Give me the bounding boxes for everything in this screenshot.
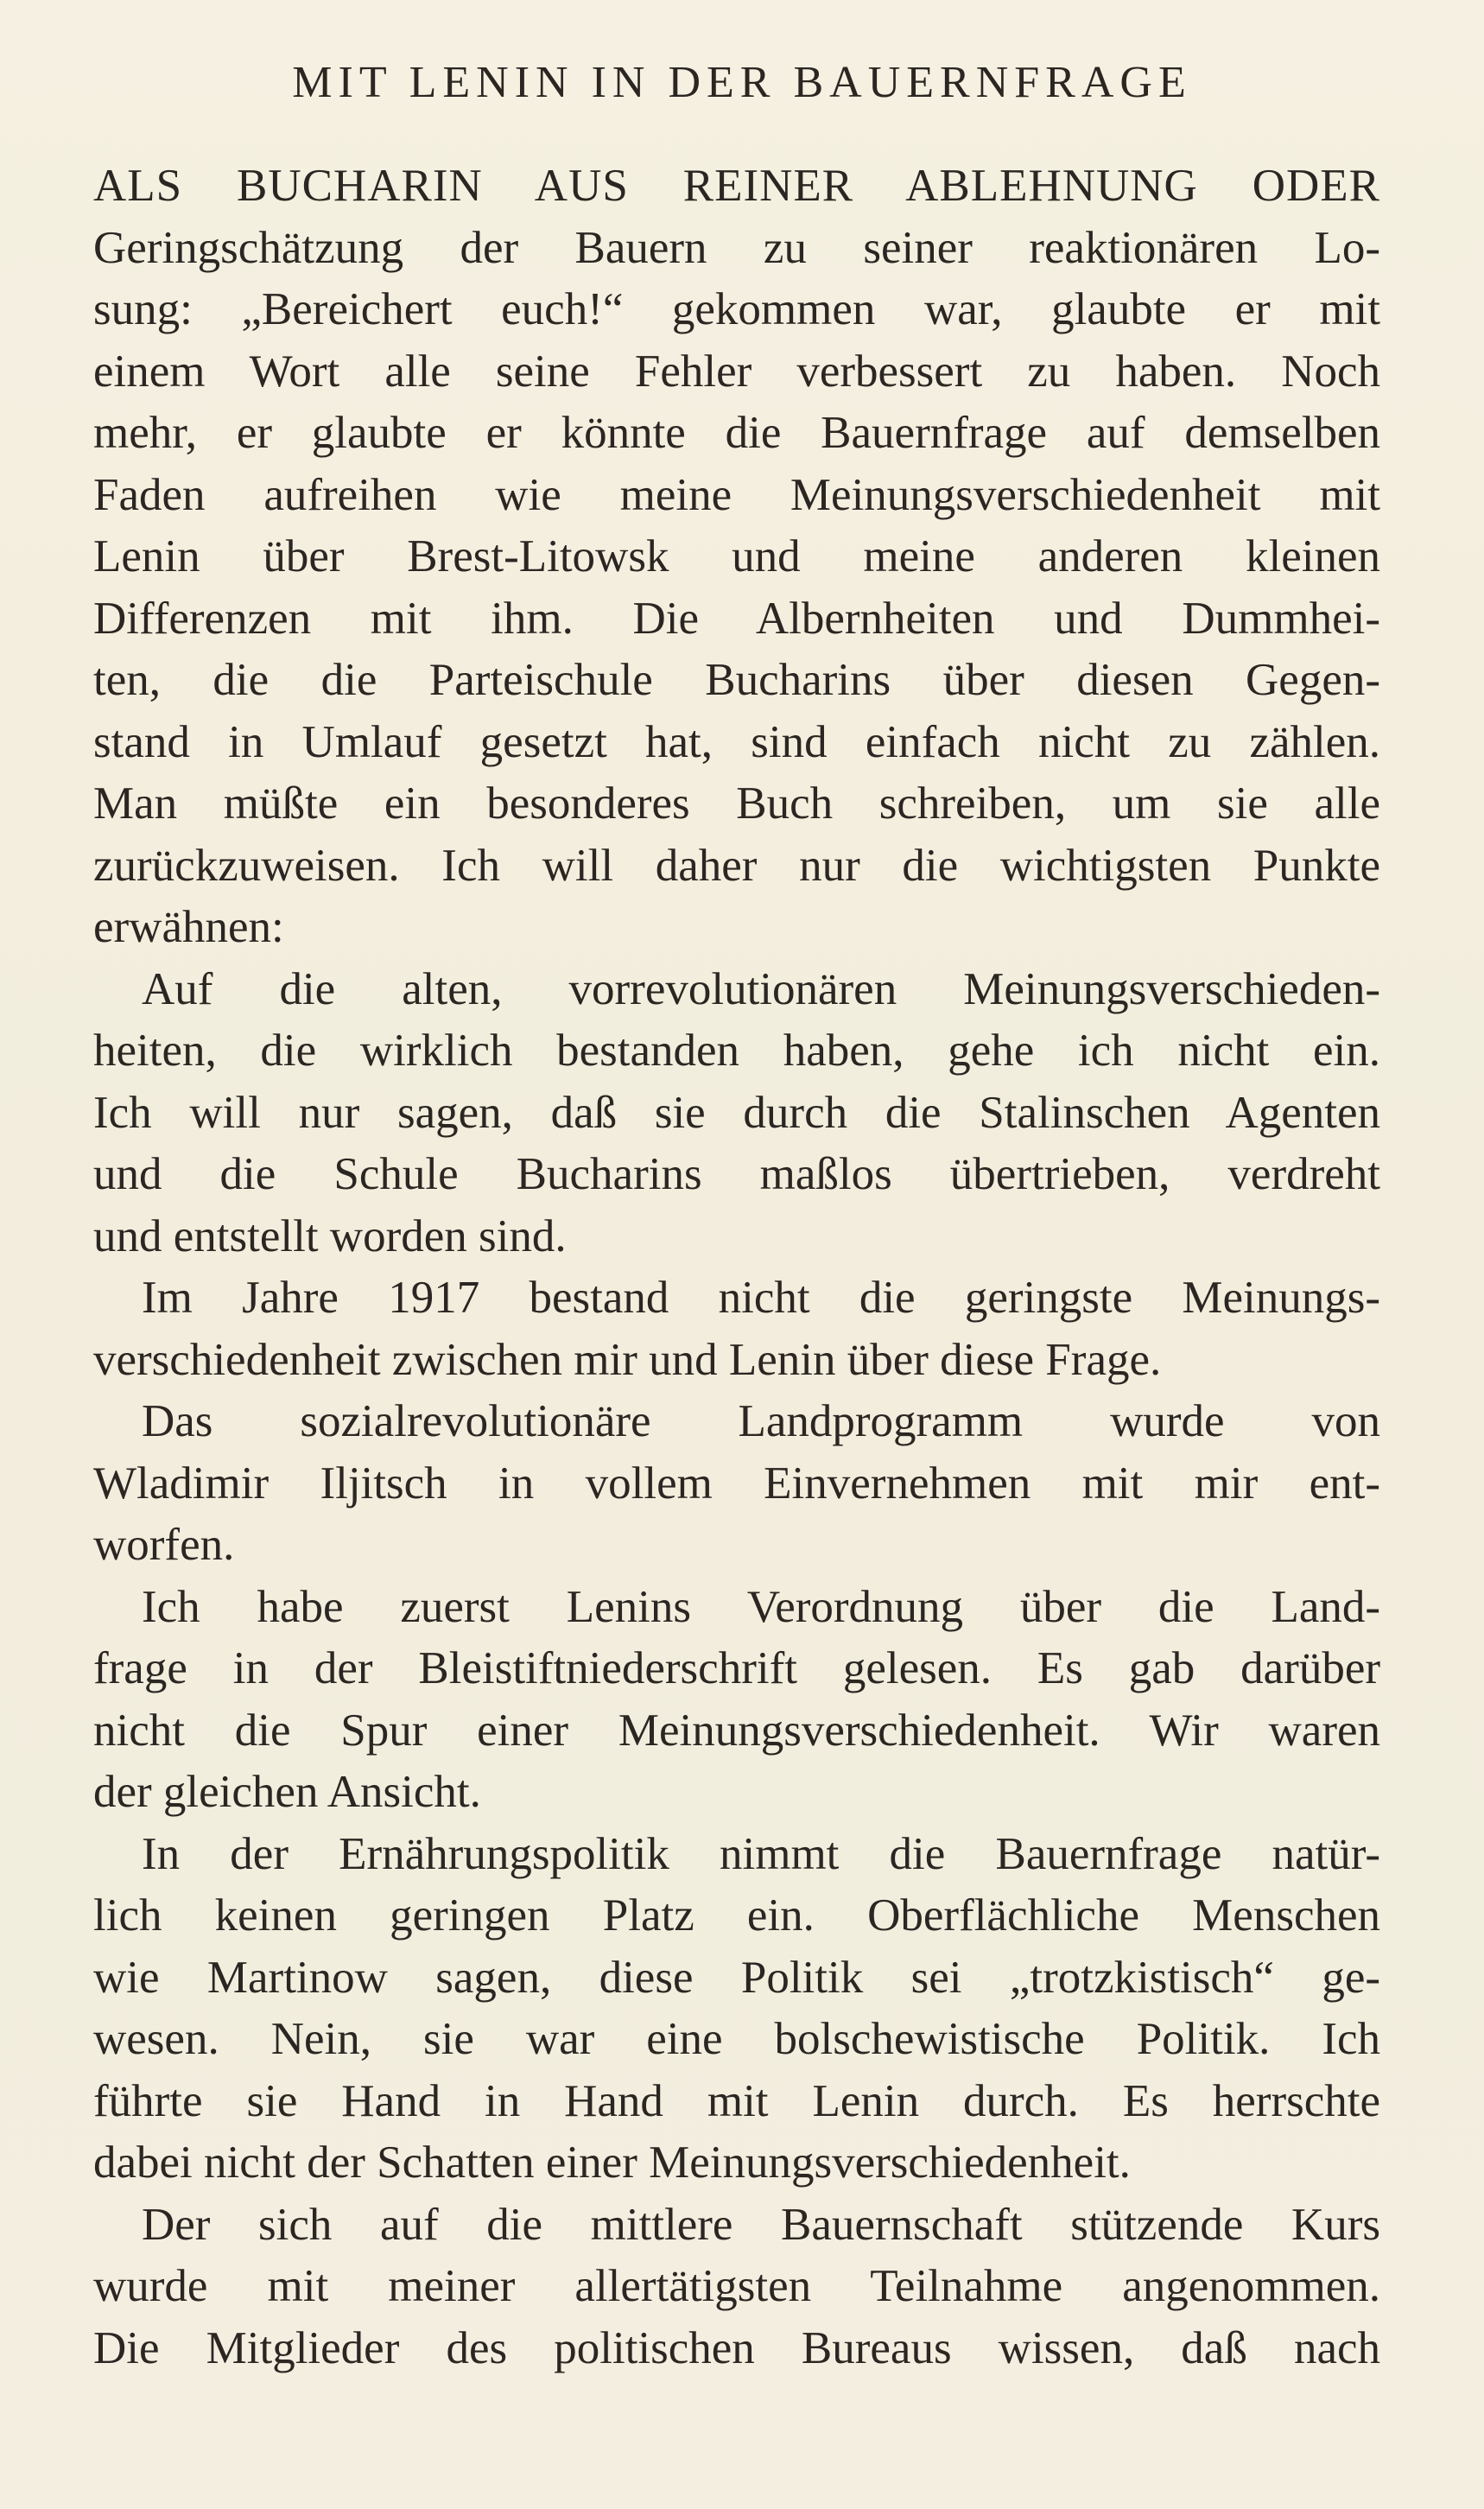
text-line: stand in Umlauf gesetzt hat, sind einfach nicht zu zählen. [93,716,1380,767]
text-line: erwähnen: [93,902,284,952]
text-line: Im Jahre 1917 bestand nicht die geringste Meinungs- [142,1273,1380,1323]
text-line: verschiedenheit zwischen mir und Lenin über diese Frage. [93,1334,1162,1385]
text-line: führte sie Hand in Hand mit Lenin durch. Es herrschte [93,2075,1380,2126]
text-line: Faden aufreihen wie meine Meinungsverschiedenheit mit [93,469,1380,520]
text-line: Wladimir Iljitsch in vollem Einvernehmen mit mir ent- [93,1458,1380,1509]
text-line: nicht die Spur einer Meinungsverschiedenheit. Wir waren [93,1705,1380,1756]
text-line: In der Ernährungspolitik nimmt die Bauernfrage natür- [142,1828,1380,1879]
text-line: mehr, er glaubte er könnte die Bauernfrage auf demselben [93,408,1380,458]
text-line: frage in der Bleistiftniederschrift gelesen. Es gab darüber [93,1643,1380,1693]
running-head: MIT LENIN IN DER BAUERNFRAGE [292,58,1192,107]
text-line: sung: „Bereichert euch!“ gekommen war, glaubte er mit [93,284,1380,334]
text-line: Das sozialrevolutionäre Landprogramm wurde von [142,1396,1380,1446]
text-line: Differenzen mit ihm. Die Albernheiten und Dummhei- [93,593,1380,644]
text-line: Man müßte ein besonderes Buch schreiben, um sie alle [93,778,1380,829]
text-line: Die Mitglieder des politischen Bureaus wissen, daß nach [93,2322,1380,2373]
text-line: Der sich auf die mittlere Bauernschaft stützende Kurs [142,2199,1380,2250]
text-line: wesen. Nein, sie war eine bolschewistische Politik. Ich [93,2014,1380,2064]
text-line: der gleichen Ansicht. [93,1767,481,1817]
text-line: wie Martinow sagen, diese Politik sei „trotzkistisch“ ge- [93,1952,1380,2003]
text-line: heiten, die wirklich bestanden haben, gehe ich nicht ein. [93,1026,1380,1076]
text-line: Ich habe zuerst Lenins Verordnung über die Land- [142,1581,1380,1632]
text-line: wurde mit meiner allertätigsten Teilnahme angenommen. [93,2261,1380,2311]
text-line: dabei nicht der Schatten einer Meinungsverschiedenheit. [93,2137,1131,2188]
text-line: zurückzuweisen. Ich will daher nur die wichtigsten Punkte [93,840,1380,891]
text-line: ALS BUCHARIN AUS REINER ABLEHNUNG ODER [93,161,1380,211]
text-line: Geringschätzung der Bauern zu seiner reaktionären Lo- [93,222,1380,273]
text-line: lich keinen geringen Platz ein. Oberflächliche Menschen [93,1890,1380,1941]
text-line: Lenin über Brest-Litowsk und meine anderen kleinen [93,531,1380,581]
text-line: einem Wort alle seine Fehler verbessert zu haben. Noch [93,346,1380,397]
text-line: und entstellt worden sind. [93,1210,567,1261]
text-line: worfen. [93,1520,235,1570]
body-text [93,156,1380,2379]
text-line: und die Schule Bucharins maßlos übertrieben, verdreht [93,1149,1380,1199]
text-line: ten, die die Parteischule Bucharins über diesen Gegen- [93,655,1380,705]
text-line: Auf die alten, vorrevolutionären Meinungsverschieden- [142,963,1380,1014]
text-line: Ich will nur sagen, daß sie durch die Stalinschen Agenten [93,1087,1380,1138]
